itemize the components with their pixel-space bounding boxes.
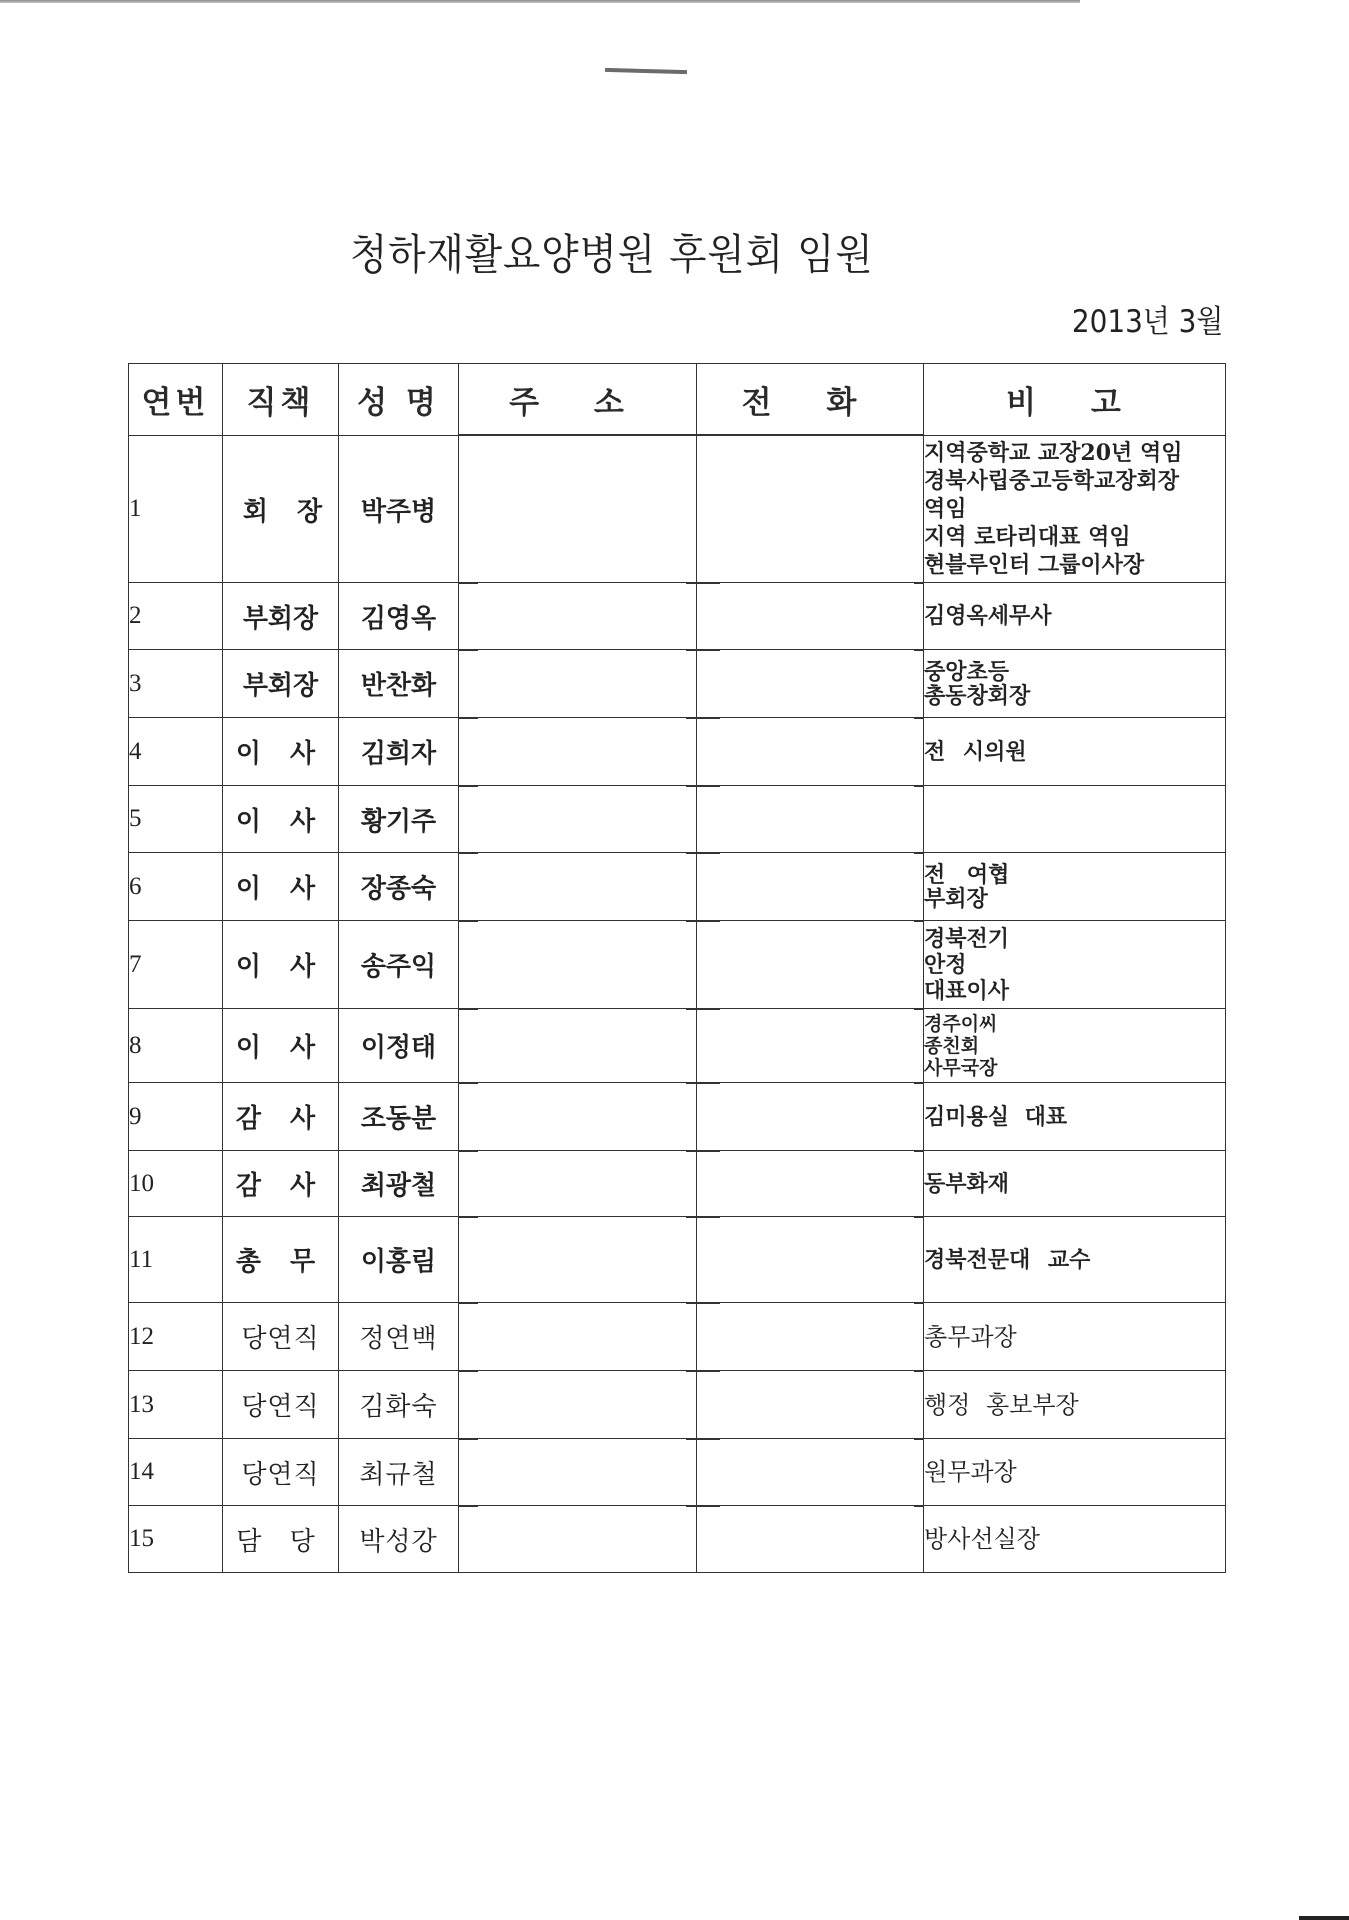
row-remark	[924, 1371, 1226, 1439]
row-divider-stub	[914, 1370, 924, 1372]
row-role: 총 무	[223, 1217, 339, 1303]
remark-line: 김미용실 대표	[924, 1103, 1068, 1130]
table-row	[129, 786, 1226, 853]
row-remark	[924, 583, 1226, 650]
row-phone	[697, 1439, 924, 1506]
row-role: 이 사	[223, 1009, 339, 1083]
row-role: 이 사	[223, 718, 339, 786]
row-divider-stub	[458, 1150, 478, 1152]
row-phone	[697, 650, 924, 718]
row-divider-stub	[458, 1438, 478, 1440]
row-phone	[697, 1151, 924, 1217]
row-divider-stub	[458, 1370, 478, 1372]
row-divider-stub	[686, 1082, 720, 1084]
remark-line: 총동창회장	[924, 682, 1031, 709]
row-name: 최규철	[339, 1439, 459, 1506]
row-num: 12	[129, 1303, 223, 1371]
remark-line: 전 시의원	[924, 738, 1027, 765]
row-divider-stub	[686, 1150, 720, 1152]
row-role: 이 사	[223, 921, 339, 1009]
header-num: 연번	[129, 364, 223, 436]
remark-line: 행정 홍보부장	[924, 1390, 1079, 1419]
header-remark: 비 고	[924, 364, 1226, 436]
table-row	[129, 650, 1226, 718]
row-role: 부회장	[223, 650, 339, 718]
row-divider-stub	[458, 1302, 478, 1304]
row-name: 이홍림	[339, 1217, 459, 1303]
row-name: 박주병	[339, 436, 459, 583]
row-name: 이정태	[339, 1009, 459, 1083]
row-phone	[697, 1083, 924, 1151]
table-row	[129, 1217, 1226, 1303]
officers-table	[128, 363, 1226, 1573]
row-divider-stub	[458, 785, 478, 787]
remark-line: 경주이씨	[924, 1012, 998, 1035]
row-address	[459, 1371, 697, 1439]
header-phone: 전 화	[697, 364, 924, 436]
row-divider-stub	[458, 1082, 478, 1084]
remark-line: 동부화재	[924, 1170, 1010, 1197]
row-remark	[924, 1303, 1226, 1371]
table-row	[129, 1151, 1226, 1217]
row-name: 황기주	[339, 786, 459, 853]
row-remark	[924, 1439, 1226, 1506]
row-divider-stub	[686, 649, 720, 651]
row-address	[459, 436, 697, 583]
header-address: 주 소	[459, 364, 697, 436]
row-name: 정연백	[339, 1303, 459, 1371]
row-num: 6	[129, 853, 223, 921]
row-num: 8	[129, 1009, 223, 1083]
row-divider-stub	[686, 920, 720, 922]
table-row	[129, 1303, 1226, 1371]
row-remark	[924, 650, 1226, 718]
remark-line: 대표이사	[924, 977, 1010, 1004]
header-name: 성 명	[339, 364, 459, 436]
row-divider-stub	[458, 582, 478, 584]
row-divider-stub	[686, 717, 720, 719]
row-divider-stub	[686, 1302, 720, 1304]
row-role: 당연직	[223, 1439, 339, 1506]
row-num: 5	[129, 786, 223, 853]
table-row	[129, 1439, 1226, 1506]
row-divider-stub	[914, 920, 924, 922]
row-num: 15	[129, 1506, 223, 1573]
row-divider-stub	[914, 1505, 924, 1507]
row-remark	[924, 786, 1226, 853]
scan-edge	[0, 0, 1080, 3]
row-role: 당연직	[223, 1371, 339, 1439]
row-name: 조동분	[339, 1083, 459, 1151]
row-divider-stub	[458, 920, 478, 922]
row-divider-stub	[914, 785, 924, 787]
row-name: 김영옥	[339, 583, 459, 650]
row-role: 담 당	[223, 1506, 339, 1573]
table-row	[129, 1083, 1226, 1151]
row-phone	[697, 1506, 924, 1573]
row-divider-stub	[914, 717, 924, 719]
row-phone	[697, 1009, 924, 1083]
row-name: 반찬화	[339, 650, 459, 718]
row-divider-stub	[914, 649, 924, 651]
remark-line: 부회장	[924, 885, 988, 912]
remark-line: 종친회	[924, 1034, 980, 1057]
remark-line: 방사선실장	[924, 1525, 1040, 1553]
row-num: 9	[129, 1083, 223, 1151]
row-num: 3	[129, 650, 223, 718]
remark-line: 중앙초등	[924, 658, 1010, 685]
row-name: 최광철	[339, 1151, 459, 1217]
row-divider-stub	[914, 1008, 924, 1010]
row-address	[459, 1439, 697, 1506]
row-divider-stub	[686, 785, 720, 787]
row-remark	[924, 1083, 1226, 1151]
row-address	[459, 921, 697, 1009]
remark-line: 역임	[924, 496, 967, 522]
row-name: 박성강	[339, 1506, 459, 1573]
row-address	[459, 650, 697, 718]
row-remark	[924, 853, 1226, 921]
row-divider-stub	[914, 852, 924, 854]
remark-line: 사무국장	[924, 1056, 998, 1079]
remark-line: 원무과장	[924, 1458, 1017, 1486]
row-divider-stub	[458, 649, 478, 651]
table-header-row	[129, 364, 1226, 436]
row-role: 회 장	[223, 436, 339, 583]
table-row	[129, 583, 1226, 650]
row-divider-stub	[914, 582, 924, 584]
remark-line: 경북전문대 교수	[924, 1246, 1091, 1273]
row-divider-stub	[458, 1216, 478, 1218]
row-divider-stub	[458, 717, 478, 719]
row-divider-stub	[686, 582, 720, 584]
row-role: 감 사	[223, 1151, 339, 1217]
row-divider-stub	[914, 1216, 924, 1218]
row-address	[459, 583, 697, 650]
row-divider-stub	[686, 1008, 720, 1010]
row-num: 14	[129, 1439, 223, 1506]
row-phone	[697, 718, 924, 786]
table-row	[129, 921, 1226, 1009]
row-num: 2	[129, 583, 223, 650]
row-divider-stub	[686, 1216, 720, 1218]
header-role: 직책	[223, 364, 339, 436]
row-phone	[697, 1371, 924, 1439]
row-num: 11	[129, 1217, 223, 1303]
table-row	[129, 1371, 1226, 1439]
row-divider-stub	[458, 1505, 478, 1507]
header-divider	[458, 434, 924, 436]
remark-line: 현블루인터 그룹이사장	[924, 552, 1145, 578]
row-name: 김화숙	[339, 1371, 459, 1439]
row-num: 4	[129, 718, 223, 786]
row-phone	[697, 436, 924, 583]
row-num: 1	[129, 436, 223, 583]
remark-line: 총무과장	[924, 1322, 1017, 1351]
row-divider-stub	[914, 1438, 924, 1440]
row-phone	[697, 1217, 924, 1303]
remark-line: 김영옥세무사	[924, 603, 1052, 629]
row-remark	[924, 718, 1226, 786]
scan-mark	[605, 68, 687, 74]
row-address	[459, 786, 697, 853]
row-num: 10	[129, 1151, 223, 1217]
row-address	[459, 1083, 697, 1151]
row-address	[459, 1009, 697, 1083]
row-divider-stub	[686, 1370, 720, 1372]
row-name: 송주익	[339, 921, 459, 1009]
row-name: 장종숙	[339, 853, 459, 921]
row-remark	[924, 1217, 1226, 1303]
row-phone	[697, 583, 924, 650]
row-role: 이 사	[223, 853, 339, 921]
row-remark	[924, 1151, 1226, 1217]
row-phone	[697, 786, 924, 853]
remark-line: 경북사립중고등학교장회장	[924, 468, 1180, 494]
row-address	[459, 853, 697, 921]
row-role: 감 사	[223, 1083, 339, 1151]
remark-line: 지역중학교 교장20년 역임	[924, 440, 1183, 466]
row-phone	[697, 853, 924, 921]
row-remark	[924, 1009, 1226, 1083]
row-remark	[924, 921, 1226, 1009]
row-role: 당연직	[223, 1303, 339, 1371]
remark-line: 전 여협	[924, 861, 1010, 888]
row-divider-stub	[458, 852, 478, 854]
table-row	[129, 718, 1226, 786]
row-divider-stub	[686, 852, 720, 854]
remark-line: 경북전기	[924, 925, 1010, 952]
row-phone	[697, 1303, 924, 1371]
row-address	[459, 1303, 697, 1371]
row-address	[459, 1151, 697, 1217]
table-row	[129, 1009, 1226, 1083]
row-num: 13	[129, 1371, 223, 1439]
row-divider-stub	[458, 1008, 478, 1010]
row-divider-stub	[914, 1082, 924, 1084]
row-address	[459, 1217, 697, 1303]
row-remark	[924, 436, 1226, 583]
remark-line: 안정	[924, 951, 967, 978]
row-divider-stub	[914, 1150, 924, 1152]
document-date: 2013년 3월	[1071, 304, 1223, 340]
table-row	[129, 853, 1226, 921]
row-divider-stub	[686, 1438, 720, 1440]
remark-line: 지역 로타리대표 역임	[924, 524, 1131, 550]
row-name: 김희자	[339, 718, 459, 786]
row-role: 부회장	[223, 583, 339, 650]
table-row	[129, 436, 1226, 583]
document-title: 청하재활요양병원 후원회 임원	[350, 230, 874, 279]
scan-corner	[1299, 1876, 1349, 1920]
row-divider-stub	[686, 1505, 720, 1507]
row-address	[459, 1506, 697, 1573]
row-phone	[697, 921, 924, 1009]
row-remark	[924, 1506, 1226, 1573]
row-divider-stub	[914, 1302, 924, 1304]
table-row	[129, 1506, 1226, 1573]
row-address	[459, 718, 697, 786]
row-num: 7	[129, 921, 223, 1009]
row-role: 이 사	[223, 786, 339, 853]
